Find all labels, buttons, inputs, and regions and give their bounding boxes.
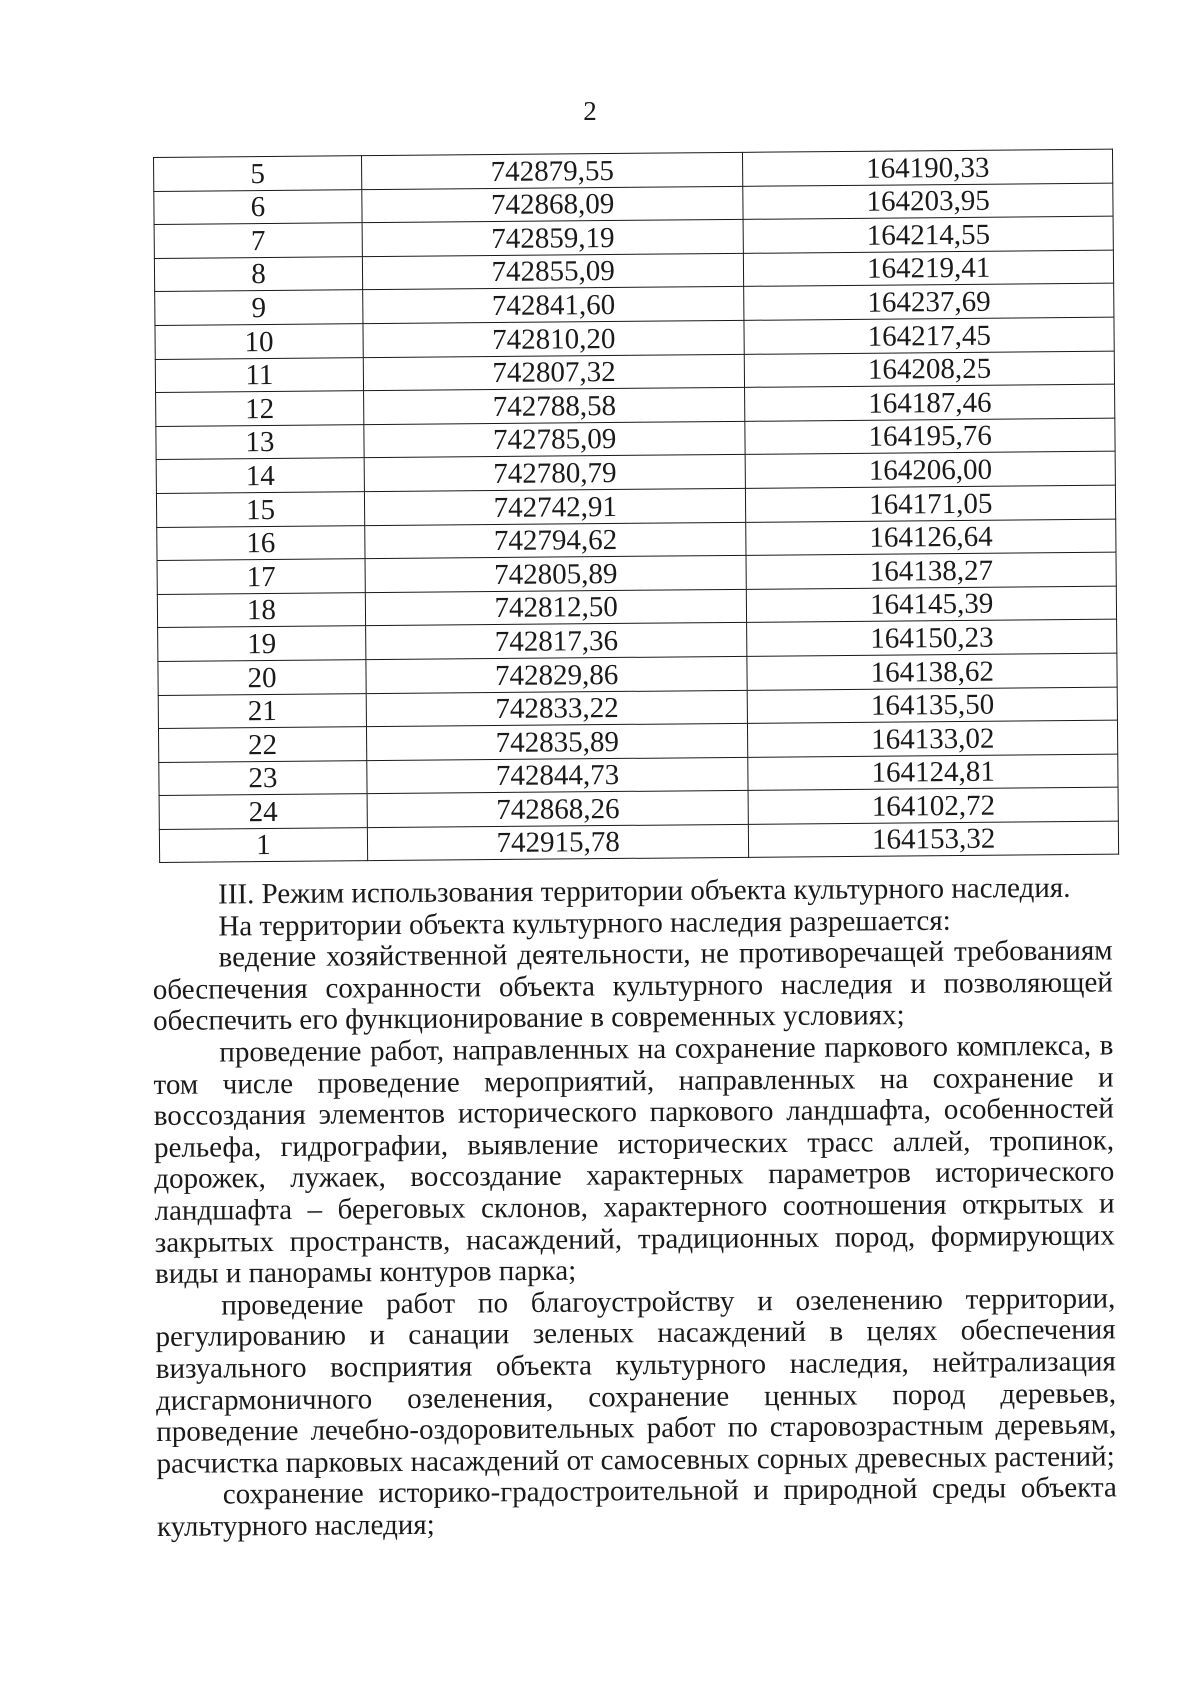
- y-coordinate-cell: 164126,64: [746, 519, 1116, 556]
- x-coordinate-cell: 742915,78: [367, 824, 749, 861]
- y-coordinate-cell: 164171,05: [746, 485, 1116, 522]
- point-number-cell: 13: [156, 424, 364, 459]
- x-coordinate-cell: 742805,89: [365, 555, 747, 592]
- y-coordinate-cell: 164133,02: [748, 720, 1118, 757]
- y-coordinate-cell: 164153,32: [749, 821, 1119, 858]
- point-number-cell: 14: [156, 458, 364, 493]
- x-coordinate-cell: 742788,58: [364, 387, 746, 424]
- y-coordinate-cell: 164217,45: [744, 317, 1114, 354]
- coordinates-table-body: [154, 149, 1119, 863]
- y-coordinate-cell: 164190,33: [743, 149, 1113, 186]
- x-coordinate-cell: 742868,26: [367, 791, 749, 828]
- y-coordinate-cell: 164150,23: [747, 619, 1117, 656]
- point-number-cell: 22: [158, 727, 366, 762]
- x-coordinate-cell: 742835,89: [366, 723, 748, 760]
- point-number-cell: 11: [155, 357, 363, 392]
- point-number-cell: 6: [154, 189, 362, 224]
- x-coordinate-cell: 742855,09: [362, 253, 744, 290]
- x-coordinate-cell: 742810,20: [363, 320, 745, 357]
- y-coordinate-cell: 164135,50: [748, 687, 1118, 724]
- y-coordinate-cell: 164187,46: [745, 384, 1115, 421]
- y-coordinate-cell: 164195,76: [745, 418, 1115, 455]
- permitted-item: проведение работ по благоустройству и озеленению территории, регулированию и санации зеленых насаждений в целях обеспечения визуального восприятия объекта культурного наследия, нейтрализация дисгармоничного озеленения, сохранение ценных пород деревьев, проведение лечебно-оздоровительных работ по старовозрастным деревьям, расчистка парковых насаждений от самосевных сорных древесных растений;: [155, 1282, 1117, 1480]
- x-coordinate-cell: 742829,86: [366, 656, 748, 693]
- point-number-cell: 7: [154, 223, 362, 258]
- point-number-cell: 16: [157, 525, 365, 560]
- x-coordinate-cell: 742785,09: [364, 421, 746, 458]
- y-coordinate-cell: 164124,81: [748, 754, 1118, 791]
- y-coordinate-cell: 164206,00: [746, 451, 1116, 488]
- regime-section: [152, 872, 1117, 1543]
- x-coordinate-cell: 742742,91: [364, 488, 746, 525]
- point-number-cell: 9: [155, 290, 363, 325]
- point-number-cell: 12: [156, 391, 364, 426]
- permitted-item: сохранение историко-градостроительной и природной среды объекта культурного наследия;: [156, 1471, 1117, 1543]
- point-number-cell: 20: [158, 660, 366, 695]
- point-number-cell: 5: [154, 156, 362, 191]
- y-coordinate-cell: 164102,72: [748, 787, 1118, 824]
- point-number-cell: 21: [158, 693, 366, 728]
- point-number-cell: 18: [157, 592, 365, 627]
- point-number-cell: 15: [156, 492, 364, 527]
- y-coordinate-cell: 164203,95: [743, 183, 1113, 220]
- y-coordinate-cell: 164145,39: [747, 586, 1117, 623]
- point-number-cell: 19: [158, 626, 366, 661]
- y-coordinate-cell: 164208,25: [745, 351, 1115, 388]
- coordinates-table: [153, 149, 1119, 864]
- y-coordinate-cell: 164219,41: [744, 250, 1114, 287]
- page-number: 2: [583, 96, 597, 126]
- x-coordinate-cell: 742841,60: [363, 287, 745, 324]
- x-coordinate-cell: 742807,32: [363, 354, 745, 391]
- x-coordinate-cell: 742868,09: [362, 186, 744, 223]
- point-number-cell: 8: [154, 256, 362, 291]
- point-number-cell: 1: [159, 828, 367, 863]
- y-coordinate-cell: 164138,62: [747, 653, 1117, 690]
- x-coordinate-cell: 742844,73: [367, 757, 749, 794]
- point-number-cell: 10: [155, 324, 363, 359]
- permitted-item: ведение хозяйственной деятельности, не противоречащей требованиям обеспечения сохранности объекта культурного наследия и позволяющей обеспечить его функционирование в современных условиях;: [152, 934, 1113, 1038]
- section-intro: На территории объекта культурного наследия разрешается:: [218, 904, 951, 943]
- y-coordinate-cell: 164138,27: [746, 552, 1116, 589]
- x-coordinate-cell: 742833,22: [366, 690, 748, 727]
- section-heading: III. Режим использования территории объекта культурного наследия.: [217, 871, 1071, 911]
- point-number-cell: 24: [159, 794, 367, 829]
- x-coordinate-cell: 742817,36: [366, 623, 748, 660]
- y-coordinate-cell: 164214,55: [744, 216, 1114, 253]
- point-number-cell: 17: [157, 559, 365, 594]
- y-coordinate-cell: 164237,69: [744, 283, 1114, 320]
- x-coordinate-cell: 742780,79: [364, 455, 746, 492]
- x-coordinate-cell: 742859,19: [362, 220, 744, 257]
- table-row: [159, 821, 1118, 863]
- x-coordinate-cell: 742879,55: [361, 152, 743, 189]
- x-coordinate-cell: 742812,50: [365, 589, 747, 626]
- point-number-cell: 23: [159, 760, 367, 795]
- permitted-item: проведение работ, направленных на сохранение паркового комплекса, в том числе проведение мероприятий, направленных на сохранение и воссоздания элементов исторического паркового ландшафта, особенностей рельефа, гидрографии, выявление исторических трасс аллей, тропинок, дорожек, лужаек, воссоздание характерных параметров исторического ландшафта – береговых склонов, характерного соотношения открытых и закрытых пространств, насаждений, традиционных пород, формирующих виды и панорамы контуров парка;: [153, 1029, 1115, 1291]
- x-coordinate-cell: 742794,62: [365, 522, 747, 559]
